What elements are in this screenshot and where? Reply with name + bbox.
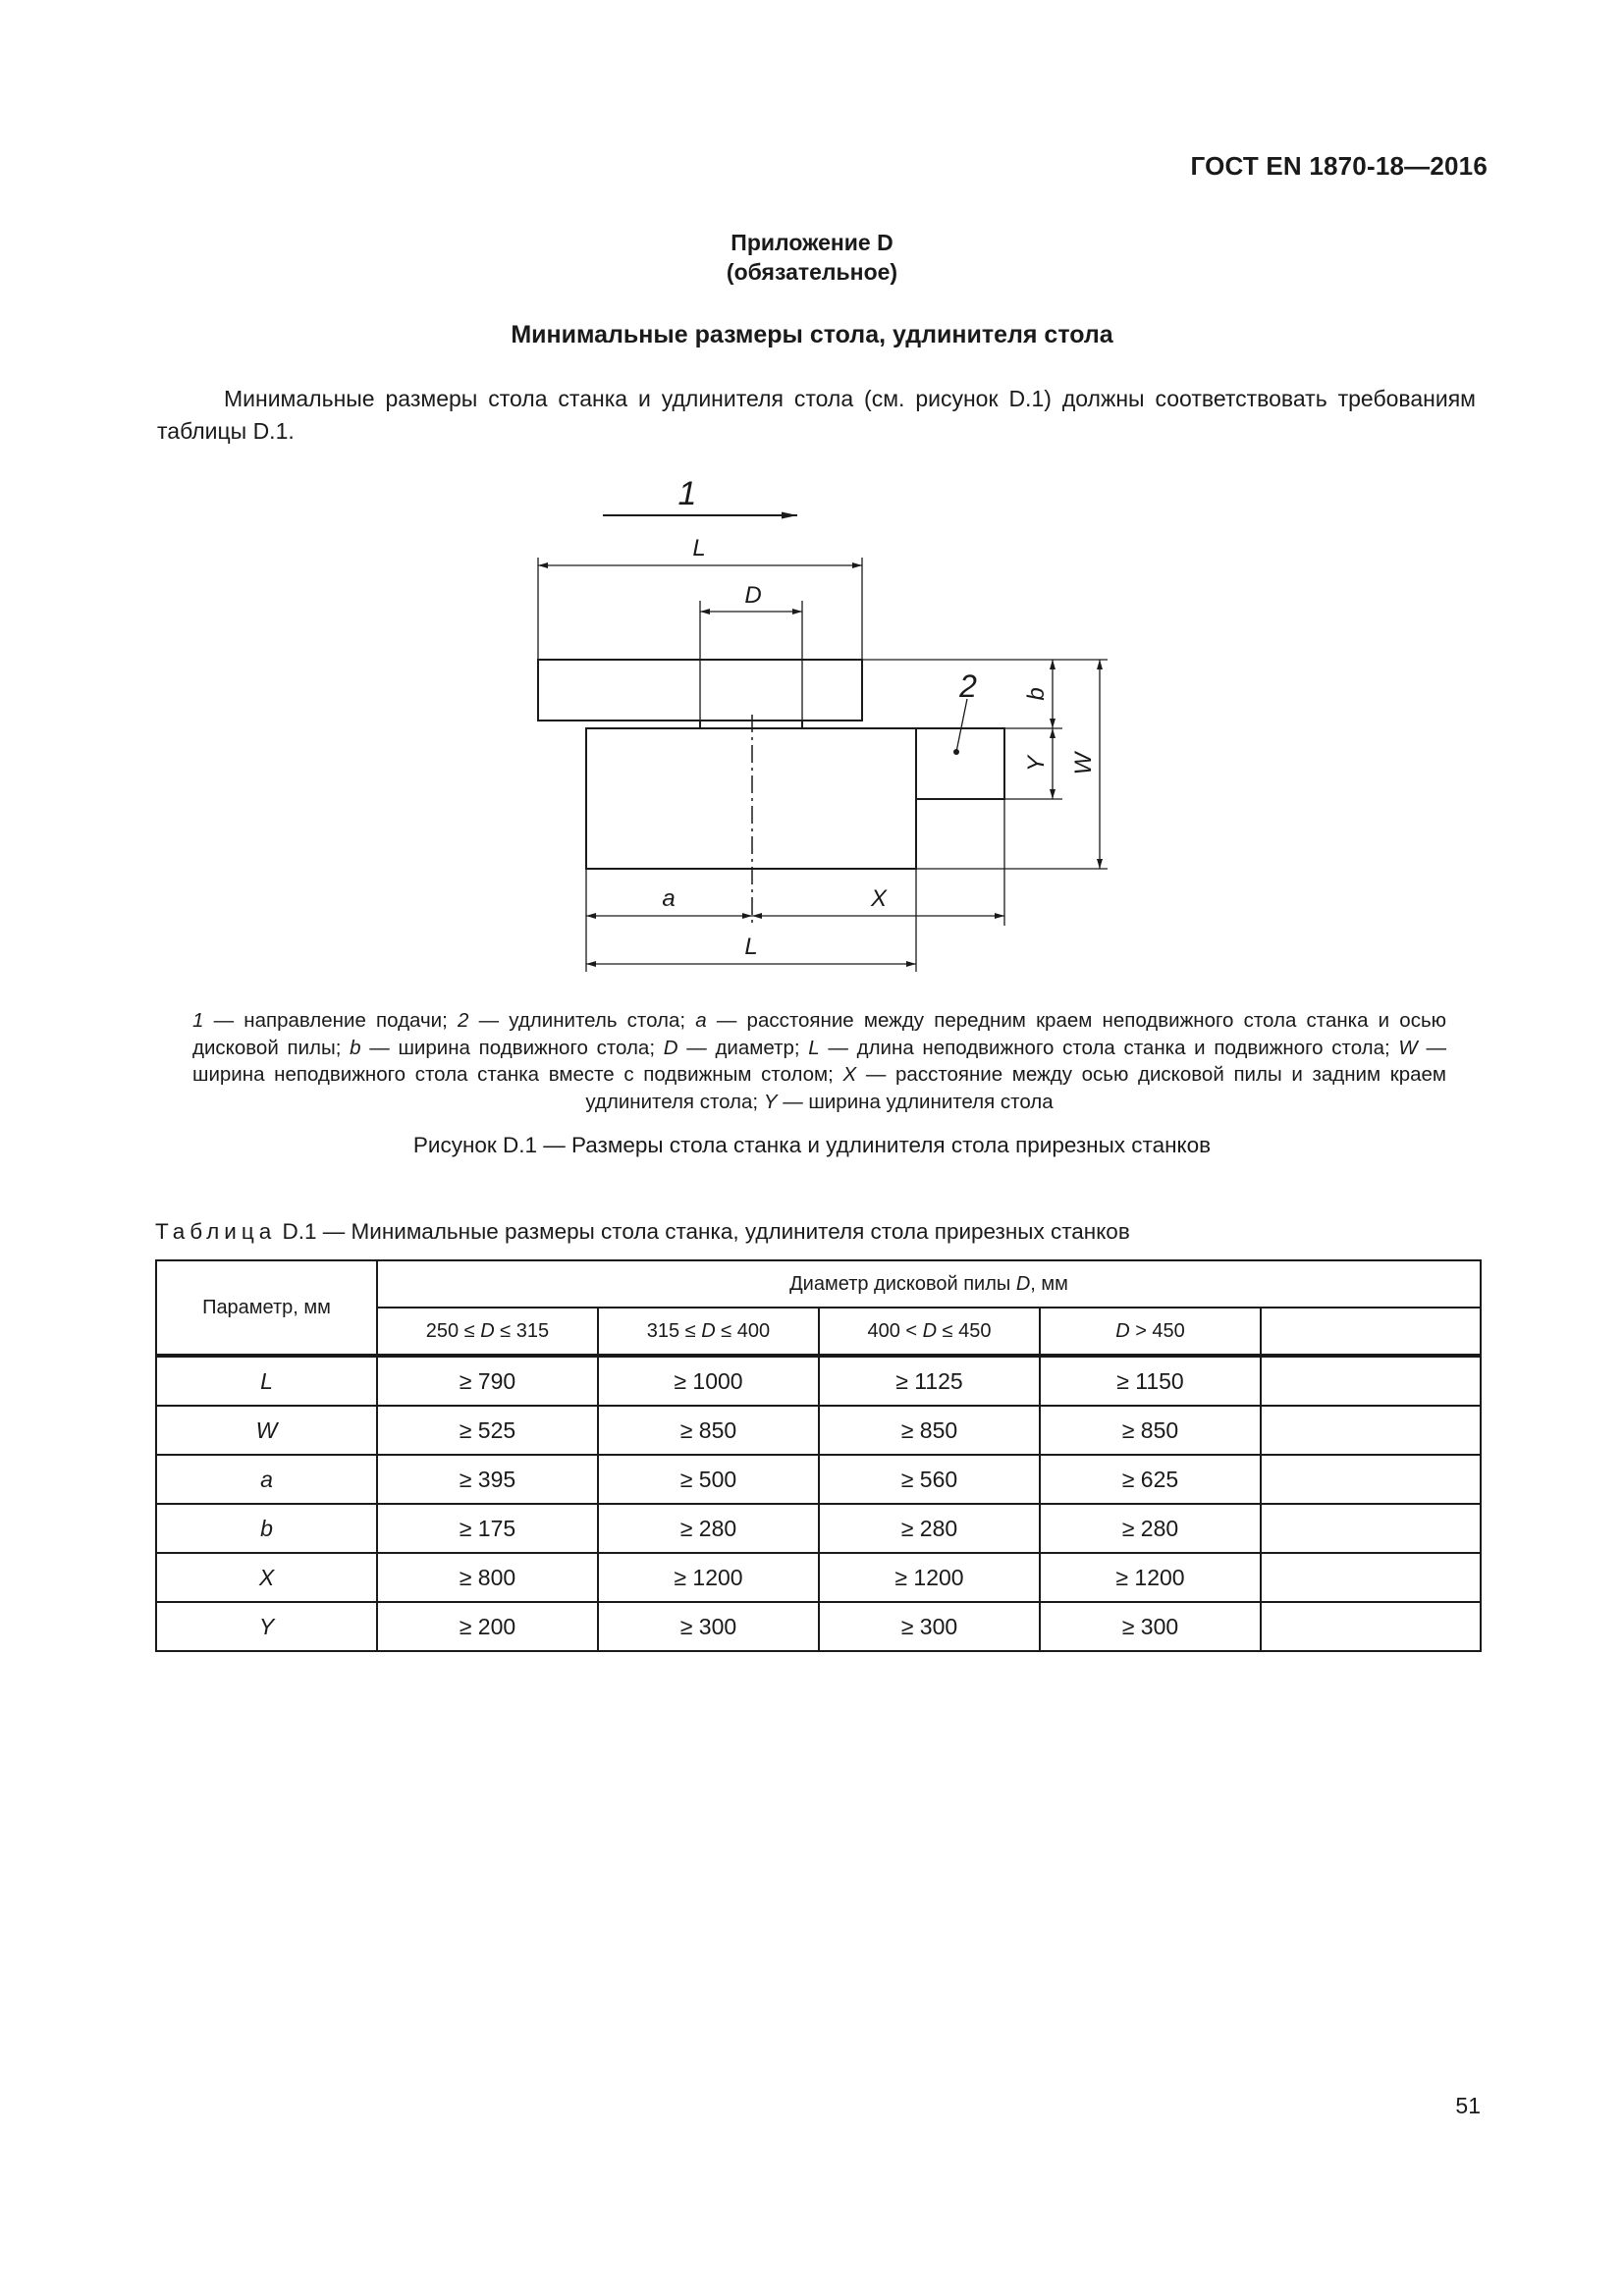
column-header-sym: D	[1115, 1319, 1130, 1342]
column-header	[819, 1308, 1040, 1356]
legend-text: — длина неподвижного стола станка и подвижного стола;	[819, 1036, 1399, 1059]
column-header	[1040, 1308, 1261, 1356]
legend-text: — диаметр;	[677, 1036, 809, 1059]
diameter-group-header	[377, 1260, 1481, 1308]
table-caption-prefix: Таблица	[155, 1219, 277, 1244]
value-cell: ≥ 1200	[1040, 1553, 1261, 1602]
legend-text: — расстояние между передним краем неподвижного стола станка и осью дисковой пилы;	[192, 1009, 1446, 1059]
param-cell: W	[156, 1406, 377, 1455]
label-W: W	[1070, 752, 1097, 775]
column-header-sym: D	[701, 1319, 716, 1342]
legend-text: — ширина подвижного стола;	[360, 1036, 664, 1059]
value-cell: ≥ 625	[1040, 1455, 1261, 1504]
label-L-top: L	[692, 535, 706, 561]
param-cell: a	[156, 1455, 377, 1504]
value-cell: ≥ 1200	[819, 1553, 1040, 1602]
value-cell: ≥ 395	[377, 1455, 598, 1504]
value-cell: ≥ 850	[598, 1406, 819, 1455]
legend-text: — направление подачи;	[203, 1009, 458, 1032]
page-number: 51	[1455, 2093, 1481, 2118]
value-cell	[1261, 1356, 1481, 1406]
value-cell: ≥ 790	[377, 1356, 598, 1406]
value-cell: ≥ 1000	[598, 1356, 819, 1406]
table-row	[156, 1504, 1481, 1553]
legend-symbol: 2	[458, 1009, 469, 1032]
column-header-post: ≤ 450	[937, 1319, 992, 1342]
figure-legend	[192, 1007, 1446, 1115]
value-cell: ≥ 850	[819, 1406, 1040, 1455]
column-header	[377, 1308, 598, 1356]
figure-d1-drawing	[0, 0, 1624, 991]
appendix-title: Приложение D	[731, 230, 893, 255]
value-cell	[1261, 1455, 1481, 1504]
legend-symbol: W	[1398, 1036, 1418, 1059]
section-title: Минимальные размеры стола, удлинителя стола	[511, 321, 1113, 348]
value-cell: ≥ 300	[598, 1602, 819, 1651]
column-header-post: ≤ 315	[494, 1319, 550, 1342]
extension-leader-line	[956, 699, 967, 752]
value-cell	[1261, 1504, 1481, 1553]
column-header-post: > 450	[1129, 1319, 1185, 1342]
param-cell: Y	[156, 1602, 377, 1651]
value-cell: ≥ 280	[1040, 1504, 1261, 1553]
table-row	[156, 1455, 1481, 1504]
legend-symbol: 1	[192, 1009, 204, 1032]
param-cell: b	[156, 1504, 377, 1553]
column-header-sym: D	[480, 1319, 495, 1342]
label-b: b	[1023, 687, 1050, 701]
column-header-pre: 400 <	[867, 1319, 923, 1342]
label-a: a	[662, 885, 676, 912]
table-row	[156, 1553, 1481, 1602]
value-cell: ≥ 525	[377, 1406, 598, 1455]
table-caption	[155, 1219, 1130, 1245]
value-cell	[1261, 1406, 1481, 1455]
diameter-group-text: Диаметр дисковой пилы	[789, 1272, 1016, 1295]
legend-text: — ширина неподвижного стола станка вместе с подвижным столом;	[192, 1036, 1446, 1086]
table-caption-text: D.1 — Минимальные размеры стола станка, удлинителя стола прирезных станков	[282, 1219, 1130, 1244]
table-extension	[916, 728, 1004, 799]
value-cell: ≥ 1200	[598, 1553, 819, 1602]
column-header-post: ≤ 400	[715, 1319, 771, 1342]
column-header	[598, 1308, 819, 1356]
legend-symbol: Y	[763, 1090, 778, 1113]
extension-leader-dot	[953, 749, 959, 755]
param-cell: X	[156, 1553, 377, 1602]
legend-symbol: X	[842, 1063, 857, 1086]
value-cell	[1261, 1553, 1481, 1602]
column-header-pre: 315 ≤	[646, 1319, 702, 1342]
legend-symbol: a	[695, 1009, 707, 1032]
label-extension: 2	[959, 668, 977, 704]
value-cell: ≥ 560	[819, 1455, 1040, 1504]
value-cell	[1261, 1602, 1481, 1651]
diameter-group-unit: , мм	[1030, 1272, 1068, 1295]
value-cell: ≥ 300	[819, 1602, 1040, 1651]
column-header	[1261, 1308, 1481, 1356]
value-cell: ≥ 280	[598, 1504, 819, 1553]
label-L-bottom: L	[744, 934, 758, 960]
column-header-sym: D	[922, 1319, 938, 1342]
value-cell: ≥ 500	[598, 1455, 819, 1504]
dimensions-table	[155, 1259, 1482, 1652]
legend-symbol: L	[808, 1036, 820, 1059]
value-cell: ≥ 200	[377, 1602, 598, 1651]
fixed-table	[586, 728, 916, 869]
legend-text: — удлинитель стола;	[468, 1009, 696, 1032]
legend-symbol: b	[350, 1036, 361, 1059]
value-cell: ≥ 300	[1040, 1602, 1261, 1651]
intro-paragraph: Минимальные размеры стола станка и удлинителя стола (см. рисунок D.1) должны соответствовать требованиям таблицы D.1.	[157, 386, 1476, 444]
table-row	[156, 1356, 1481, 1406]
table-row	[156, 1602, 1481, 1651]
param-cell: L	[156, 1356, 377, 1406]
param-header: Параметр, мм	[156, 1260, 377, 1356]
document-code: ГОСТ EN 1870-18—2016	[1190, 151, 1488, 181]
value-cell: ≥ 175	[377, 1504, 598, 1553]
value-cell: ≥ 1125	[819, 1356, 1040, 1406]
diameter-group-symbol: D	[1015, 1272, 1031, 1295]
figure-caption: Рисунок D.1 — Размеры стола станка и удлинителя стола прирезных станков	[412, 1133, 1212, 1157]
column-header-pre: 250 ≤	[425, 1319, 481, 1342]
legend-symbol: D	[663, 1036, 678, 1059]
label-feed-direction: 1	[677, 475, 697, 512]
value-cell: ≥ 280	[819, 1504, 1040, 1553]
value-cell: ≥ 1150	[1040, 1356, 1261, 1406]
value-cell: ≥ 800	[377, 1553, 598, 1602]
label-D: D	[744, 582, 762, 609]
label-Y: Y	[1023, 755, 1050, 773]
label-X: X	[870, 885, 888, 912]
legend-text: — ширина удлинителя стола	[777, 1090, 1054, 1113]
appendix-status: (обязательное)	[726, 259, 898, 285]
table-row	[156, 1406, 1481, 1455]
value-cell: ≥ 850	[1040, 1406, 1261, 1455]
legend-text: — расстояние между осью дисковой пилы и задним краем удлинителя стола;	[585, 1063, 1447, 1113]
